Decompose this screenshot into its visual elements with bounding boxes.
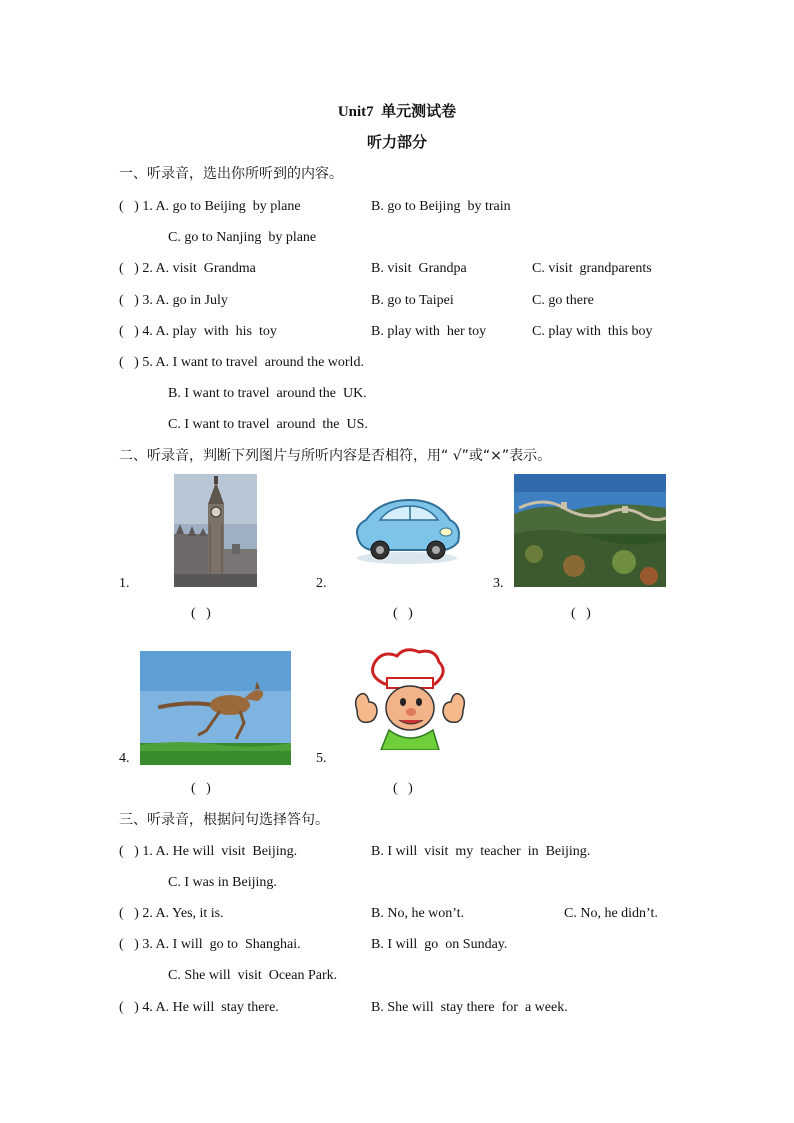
s2-item3-answer[interactable]: ( ) xyxy=(571,606,591,621)
page-title: Unit7 单元测试卷 xyxy=(337,104,457,120)
great-wall-image xyxy=(514,474,666,587)
s1-q4-option-c: C. play with this boy xyxy=(532,324,653,339)
s1-q3-option-c: C. go there xyxy=(532,293,594,308)
car-image xyxy=(350,490,464,566)
page-subtitle: 听力部分 xyxy=(366,135,427,151)
s2-item5-number: 5. xyxy=(316,751,327,766)
s3-q3-option-b: B. I will go on Sunday. xyxy=(371,937,508,952)
kangaroo-image xyxy=(140,651,291,765)
s2-item5-answer[interactable]: ( ) xyxy=(393,781,413,796)
s1-q5-option-a: ( ) 5. A. I want to travel around the world. xyxy=(119,355,364,370)
s3-q4-option-a: ( ) 4. A. He will stay there. xyxy=(119,1000,279,1015)
s1-q4-option-b: B. play with her toy xyxy=(371,324,487,339)
s3-q2-option-a: ( ) 2. A. Yes, it is. xyxy=(119,906,224,921)
s2-item3-number: 3. xyxy=(493,576,504,591)
s2-item4-number: 4. xyxy=(119,751,130,766)
s2-item2-answer[interactable]: ( ) xyxy=(393,606,413,621)
s1-q5-option-b: B. I want to travel around the UK. xyxy=(168,386,367,401)
s3-q1-option-b: B. I will visit my teacher in Beijing. xyxy=(371,844,591,859)
s3-q1-option-c: C. I was in Beijing. xyxy=(168,875,277,890)
s3-q4-option-b: B. She will stay there for a week. xyxy=(371,1000,568,1015)
s3-q1-option-a: ( ) 1. A. He will visit Beijing. xyxy=(119,844,298,859)
section3-heading: 三、听录音，根据问句选择答句。 xyxy=(119,812,329,828)
s1-q2-option-a: ( ) 2. A. visit Grandma xyxy=(119,261,256,276)
s1-q5-option-c: C. I want to travel around the US. xyxy=(168,417,368,432)
section1-heading: 一、听录音，选出你所听到的内容。 xyxy=(119,166,343,182)
section2-heading: 二、听录音，判断下列图片与所听内容是否相符，用“ √”或“×”表示。 xyxy=(119,448,552,464)
s2-item2-number: 2. xyxy=(316,576,327,591)
s3-q3-option-c: C. She will visit Ocean Park. xyxy=(168,968,338,983)
s2-item1-answer[interactable]: ( ) xyxy=(191,606,211,621)
s2-item4-answer[interactable]: ( ) xyxy=(191,781,211,796)
s3-q3-option-a: ( ) 3. A. I will go to Shanghai. xyxy=(119,937,301,952)
s1-q3-option-a: ( ) 3. A. go in July xyxy=(119,293,228,308)
s1-q1-option-b: B. go to Beijing by train xyxy=(371,199,511,214)
s3-q2-option-b: B. No, he won’t. xyxy=(371,906,465,921)
s2-item1-number: 1. xyxy=(119,576,130,591)
s1-q1-option-a: ( ) 1. A. go to Beijing by plane xyxy=(119,199,301,214)
s1-q3-option-b: B. go to Taipei xyxy=(371,293,454,308)
s3-q2-option-c: C. No, he didn’t. xyxy=(564,906,658,921)
chef-image xyxy=(349,646,471,750)
s1-q1-option-c: C. go to Nanjing by plane xyxy=(168,230,317,245)
s1-q2-option-c: C. visit grandparents xyxy=(532,261,652,276)
big-ben-image xyxy=(174,474,257,587)
s1-q2-option-b: B. visit Grandpa xyxy=(371,261,467,276)
s1-q4-option-a: ( ) 4. A. play with his toy xyxy=(119,324,277,339)
